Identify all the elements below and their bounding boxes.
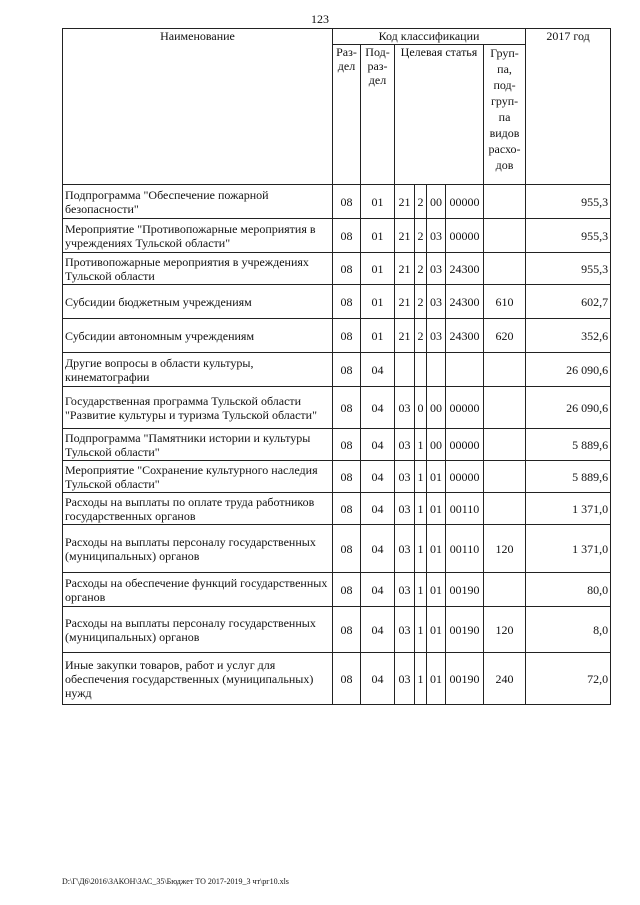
- row-amount: 26 090,6: [526, 387, 611, 429]
- row-amount: 352,6: [526, 319, 611, 353]
- table-row: [63, 185, 611, 219]
- row-target-event: 00: [427, 387, 446, 429]
- row-podrazdel: 04: [361, 429, 395, 461]
- row-target-program: 03: [395, 493, 415, 525]
- row-target-subprogram: 2: [415, 253, 427, 285]
- header-podrazdel: Под- раз- дел: [361, 45, 395, 185]
- table-row: [63, 219, 611, 253]
- table-row: [63, 353, 611, 387]
- row-podrazdel: 04: [361, 387, 395, 429]
- row-name: Подпрограмма "Обеспечение пожарной безопасности": [63, 185, 333, 219]
- header-year: 2017 год: [526, 29, 611, 185]
- row-amount: 26 090,6: [526, 353, 611, 387]
- row-podrazdel: 01: [361, 319, 395, 353]
- row-target-event: 01: [427, 653, 446, 705]
- row-razdel: 08: [333, 429, 361, 461]
- row-razdel: 08: [333, 319, 361, 353]
- row-target-program: 03: [395, 525, 415, 573]
- row-name: Субсидии бюджетным учреждениям: [63, 285, 333, 319]
- row-target-direction: 00110: [446, 525, 484, 573]
- row-name: Расходы на выплаты по оплате труда работников государственных органов: [63, 493, 333, 525]
- table-row: [63, 573, 611, 607]
- row-target-event: 03: [427, 253, 446, 285]
- row-target-direction: 00000: [446, 387, 484, 429]
- header-name: Наименование: [63, 29, 333, 185]
- row-razdel: 08: [333, 253, 361, 285]
- row-target-event: 01: [427, 493, 446, 525]
- row-target-event: 03: [427, 319, 446, 353]
- row-target-direction: 00190: [446, 607, 484, 653]
- row-amount: 955,3: [526, 253, 611, 285]
- row-podrazdel: 04: [361, 573, 395, 607]
- row-target-program: 21: [395, 253, 415, 285]
- table-row: [63, 493, 611, 525]
- row-amount: 8,0: [526, 607, 611, 653]
- row-amount: 602,7: [526, 285, 611, 319]
- header-expense-group: Груп- па, под- груп- па видов расхо- дов: [484, 45, 526, 185]
- row-razdel: 08: [333, 653, 361, 705]
- row-target-subprogram: 2: [415, 285, 427, 319]
- row-target-direction: 00000: [446, 219, 484, 253]
- footer-file-path: D:\Г\Д6\2016\ЗАКОН\ЗАС_35\Бюджет ТО 2017-2019_3 чт\рг10.xls: [62, 877, 289, 886]
- row-podrazdel: 04: [361, 353, 395, 387]
- table-row: [63, 285, 611, 319]
- row-expense-group: 120: [484, 525, 526, 573]
- row-target-subprogram: 1: [415, 429, 427, 461]
- row-target-subprogram: 1: [415, 573, 427, 607]
- row-target-program: 03: [395, 461, 415, 493]
- row-razdel: 08: [333, 461, 361, 493]
- row-target-event: 01: [427, 525, 446, 573]
- row-target-direction: 00110: [446, 493, 484, 525]
- row-expense-group: [484, 429, 526, 461]
- row-target-subprogram: 0: [415, 387, 427, 429]
- row-amount: 1 371,0: [526, 493, 611, 525]
- row-target-program: 03: [395, 429, 415, 461]
- table-row: [63, 525, 611, 573]
- table-row: [63, 429, 611, 461]
- row-amount: 72,0: [526, 653, 611, 705]
- row-podrazdel: 04: [361, 653, 395, 705]
- row-podrazdel: 04: [361, 607, 395, 653]
- row-amount: 80,0: [526, 573, 611, 607]
- row-target-event: 00: [427, 429, 446, 461]
- row-target-event: 00: [427, 185, 446, 219]
- row-target-event: 01: [427, 607, 446, 653]
- row-target-subprogram: 2: [415, 185, 427, 219]
- row-target-program: 21: [395, 185, 415, 219]
- row-target-program: 21: [395, 319, 415, 353]
- table-row: [63, 387, 611, 429]
- row-expense-group: 610: [484, 285, 526, 319]
- row-amount: 1 371,0: [526, 525, 611, 573]
- row-target-event: [427, 353, 446, 387]
- row-name: Расходы на обеспечение функций государственных органов: [63, 573, 333, 607]
- row-target-program: 21: [395, 285, 415, 319]
- row-podrazdel: 01: [361, 285, 395, 319]
- row-name: Мероприятие "Сохранение культурного наследия Тульской области": [63, 461, 333, 493]
- row-target-subprogram: 1: [415, 461, 427, 493]
- row-target-direction: 00000: [446, 429, 484, 461]
- row-amount: 5 889,6: [526, 461, 611, 493]
- row-target-direction: 24300: [446, 319, 484, 353]
- row-razdel: 08: [333, 185, 361, 219]
- row-target-subprogram: [415, 353, 427, 387]
- row-expense-group: [484, 353, 526, 387]
- row-razdel: 08: [333, 607, 361, 653]
- row-target-subprogram: 1: [415, 653, 427, 705]
- row-razdel: 08: [333, 387, 361, 429]
- row-podrazdel: 01: [361, 219, 395, 253]
- row-target-program: [395, 353, 415, 387]
- row-expense-group: 120: [484, 607, 526, 653]
- row-target-program: 03: [395, 387, 415, 429]
- row-target-direction: 00190: [446, 573, 484, 607]
- row-name: Противопожарные мероприятия в учреждениях Тульской области: [63, 253, 333, 285]
- row-target-event: 03: [427, 219, 446, 253]
- row-target-subprogram: 2: [415, 219, 427, 253]
- row-name: Государственная программа Тульской области "Развитие культуры и туризма Тульской области": [63, 387, 333, 429]
- row-amount: 955,3: [526, 185, 611, 219]
- header-razdel: Раз- дел: [333, 45, 361, 185]
- row-name: Мероприятие "Противопожарные мероприятия в учреждениях Тульской области": [63, 219, 333, 253]
- table-row: [63, 319, 611, 353]
- table-header: [63, 29, 611, 185]
- row-target-direction: 00000: [446, 461, 484, 493]
- table-row: [63, 607, 611, 653]
- row-name: Другие вопросы в области культуры, кинематографии: [63, 353, 333, 387]
- row-expense-group: [484, 573, 526, 607]
- row-name: Субсидии автономным учреждениям: [63, 319, 333, 353]
- row-amount: 955,3: [526, 219, 611, 253]
- row-podrazdel: 01: [361, 185, 395, 219]
- row-target-direction: 00000: [446, 185, 484, 219]
- row-expense-group: [484, 219, 526, 253]
- table-row: [63, 253, 611, 285]
- row-expense-group: [484, 461, 526, 493]
- row-target-subprogram: 1: [415, 525, 427, 573]
- row-amount: 5 889,6: [526, 429, 611, 461]
- row-target-subprogram: 1: [415, 607, 427, 653]
- row-podrazdel: 01: [361, 253, 395, 285]
- row-target-direction: 00190: [446, 653, 484, 705]
- row-expense-group: 620: [484, 319, 526, 353]
- row-target-program: 03: [395, 573, 415, 607]
- row-name: Расходы на выплаты персоналу государственных (муниципальных) органов: [63, 607, 333, 653]
- row-target-event: 03: [427, 285, 446, 319]
- row-expense-group: [484, 493, 526, 525]
- row-expense-group: [484, 253, 526, 285]
- row-target-direction: [446, 353, 484, 387]
- row-expense-group: 240: [484, 653, 526, 705]
- row-target-direction: 24300: [446, 253, 484, 285]
- row-razdel: 08: [333, 353, 361, 387]
- row-target-program: 03: [395, 607, 415, 653]
- header-classification-code: Код классификации: [333, 29, 526, 45]
- row-podrazdel: 04: [361, 525, 395, 573]
- row-target-program: 03: [395, 653, 415, 705]
- row-target-event: 01: [427, 461, 446, 493]
- row-podrazdel: 04: [361, 461, 395, 493]
- header-target-article: Целевая статья: [395, 45, 484, 185]
- table-body: [63, 185, 611, 705]
- row-razdel: 08: [333, 285, 361, 319]
- row-target-subprogram: 1: [415, 493, 427, 525]
- row-razdel: 08: [333, 219, 361, 253]
- row-razdel: 08: [333, 493, 361, 525]
- row-razdel: 08: [333, 573, 361, 607]
- budget-table: [62, 28, 611, 705]
- row-podrazdel: 04: [361, 493, 395, 525]
- row-name: Иные закупки товаров, работ и услуг для обеспечения государственных (муниципальных) нужд: [63, 653, 333, 705]
- row-target-event: 01: [427, 573, 446, 607]
- table-row: [63, 653, 611, 705]
- row-razdel: 08: [333, 525, 361, 573]
- page-number: 123: [311, 12, 329, 26]
- row-name: Подпрограмма "Памятники истории и культуры Тульской области": [63, 429, 333, 461]
- table-row: [63, 461, 611, 493]
- row-target-subprogram: 2: [415, 319, 427, 353]
- row-expense-group: [484, 185, 526, 219]
- row-target-direction: 24300: [446, 285, 484, 319]
- row-expense-group: [484, 387, 526, 429]
- row-name: Расходы на выплаты персоналу государственных (муниципальных) органов: [63, 525, 333, 573]
- row-target-program: 21: [395, 219, 415, 253]
